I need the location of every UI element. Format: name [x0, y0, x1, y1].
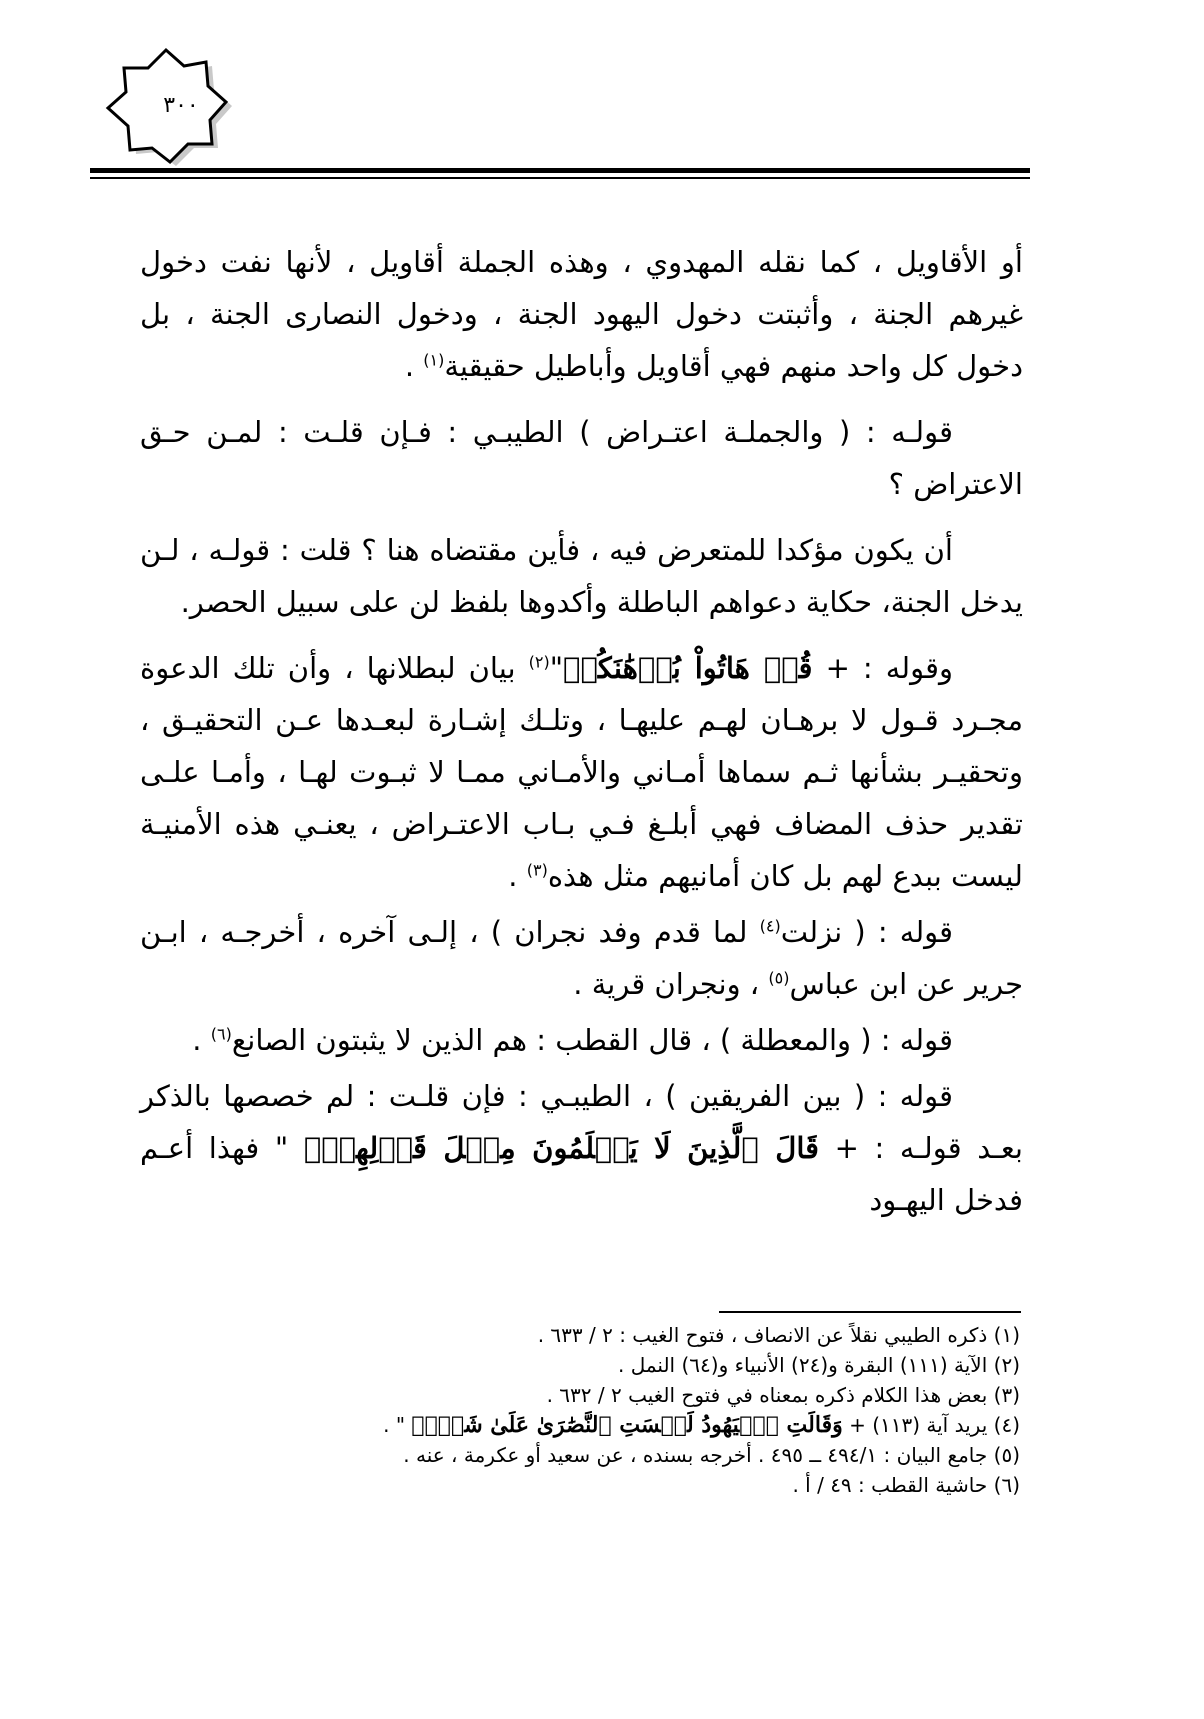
footnote-5: (٥) جامع البيان : ٤٩٤/١ ــ ٤٩٥ . أخرجه بسنده ، عن سعيد أو عكرمة ، عنه . [403, 1443, 1020, 1467]
paragraph-3: أن يكون مؤكدا للمتعرض فيه ، فأين مقتضاه هنا ؟ قلت : قولـه ، لـن يدخل الجنة، حكاية دعواهم الباطلة وأكدوها بلفظ لن على سبيل الحصر. [140, 533, 1023, 619]
footnote-marker-3: (٣) [526, 860, 548, 880]
page-number: ٣٠٠ [163, 92, 199, 118]
footnote-marker-5: (٥) [768, 968, 790, 988]
paragraph-5-text: لما قدم وفد نجران ) ، إلـى آخره ، أخرجـه ، ابـن جرير عن ابن عباس [140, 915, 1023, 1001]
footnote-4 [140, 1410, 1020, 1440]
paragraph-4-lead: وقوله : + [812, 651, 953, 685]
quran-quote-1: قُلۡ هَاتُواْ بُرۡهَٰنَكُمۡ [563, 651, 813, 685]
footnote-6: (٦) حاشية القطب : ٤٩ / أ . [792, 1473, 1020, 1497]
header-rule-thick [90, 168, 1030, 173]
paragraph-4-text: بيان لبطلانها ، وأن تلك الدعوة مجـرد قـول لا برهـان لهـم عليهـا ، وتلـك إشـارة لبعـدها عـن التحقيـق ، وتحقيـر بشأنها ثـم سماها أمـاني والأمـاني ممـا لا ثبـوت لهـا ، وأمـا علـى تقدير حذف المضاف فهي أبلـغ فـي بـاب الاعتـراض ، يعنـي هذه الأمنيـة ليست ببدع لهم بل كان أمانيهم مثل هذه [140, 651, 1023, 893]
paragraph-1-text: أو الأقاويل ، كما نقله المهدوي ، وهذه الجملة أقاويل ، لأنها نفت دخول غيرهم الجنة ، وأثبتت دخول اليهود الجنة ، ودخول النصارى الجنة ، بل دخول كل واحد منهم فهي أقاويل وأباطيل حقيقية [140, 245, 1023, 383]
paragraph-6-text: قوله : ( والمعطلة ) ، قال القطب : هم الذين لا يثبتون الصانع [231, 1023, 953, 1057]
paragraph-6 [140, 1014, 1023, 1066]
paragraph-2: قولـه : ( والجملـة اعتـراض ) الطيبـي : فـإن قلـت : لمـن حـق الاعتراض ؟ [140, 415, 1023, 501]
paragraph-5 [140, 906, 1023, 1010]
footnote-2: (٢) الآية (١١١) البقرة و(٢٤) الأنبياء و(٦٤) النمل . [618, 1353, 1020, 1377]
footnote-1: (١) ذكره الطيبي نقلاً عن الانصاف ، فتوح الغيب : ٢ / ٦٣٣ . [537, 1323, 1020, 1347]
footnote-4-quote: وَقَالَتِ ٱلۡيَهُودُ لَيۡسَتِ ٱلنَّصَٰرَىٰ عَلَىٰ شَيۡءٖ [411, 1412, 843, 1438]
footnotes [140, 1320, 1020, 1500]
footnote-4-lead: (٤) يريد آية (١١٣) + [842, 1413, 1020, 1437]
period: . [404, 349, 424, 383]
paragraph-7-lead: قوله : ( بين الفريقين ) ، الطيبـي : فإن قلـت : لم خصصها بالذكر بعـد قولـه : + [140, 1079, 1023, 1165]
header-rule-thin [90, 177, 1030, 179]
quran-quote-2: قَالَ ٱلَّذِينَ لَا يَعۡلَمُونَ مِثۡلَ قَوۡلِهِمۡۚ [303, 1131, 820, 1165]
footnote-separator [719, 1311, 1021, 1313]
paragraph-5-tail: ، ونجران قرية . [573, 967, 769, 1001]
footnote-3: (٣) بعض هذا الكلام ذكره بمعناه في فتوح الغيب ٢ / ٦٣٢ . [546, 1383, 1020, 1407]
quote-end-1: " [549, 651, 564, 685]
paragraph-7 [140, 1070, 1023, 1226]
paragraph-5-lead: قوله : ( نزلت [780, 915, 954, 949]
paragraph-4 [140, 642, 1023, 902]
footnote-marker-1: (١) [423, 350, 445, 370]
period: . [508, 859, 527, 893]
paragraph-1 [140, 236, 1023, 392]
footnote-4-tail: " . [383, 1413, 412, 1437]
main-text [140, 236, 1023, 1240]
footnote-marker-2: (٢) [528, 652, 550, 672]
paragraph-7-tail: " فهذا أعـم فدخل اليهـود [140, 1131, 1023, 1217]
period: . [192, 1023, 211, 1057]
footnote-marker-4: (٤) [759, 916, 781, 936]
page-number-badge [100, 40, 250, 170]
footnote-marker-6: (٦) [210, 1024, 232, 1044]
